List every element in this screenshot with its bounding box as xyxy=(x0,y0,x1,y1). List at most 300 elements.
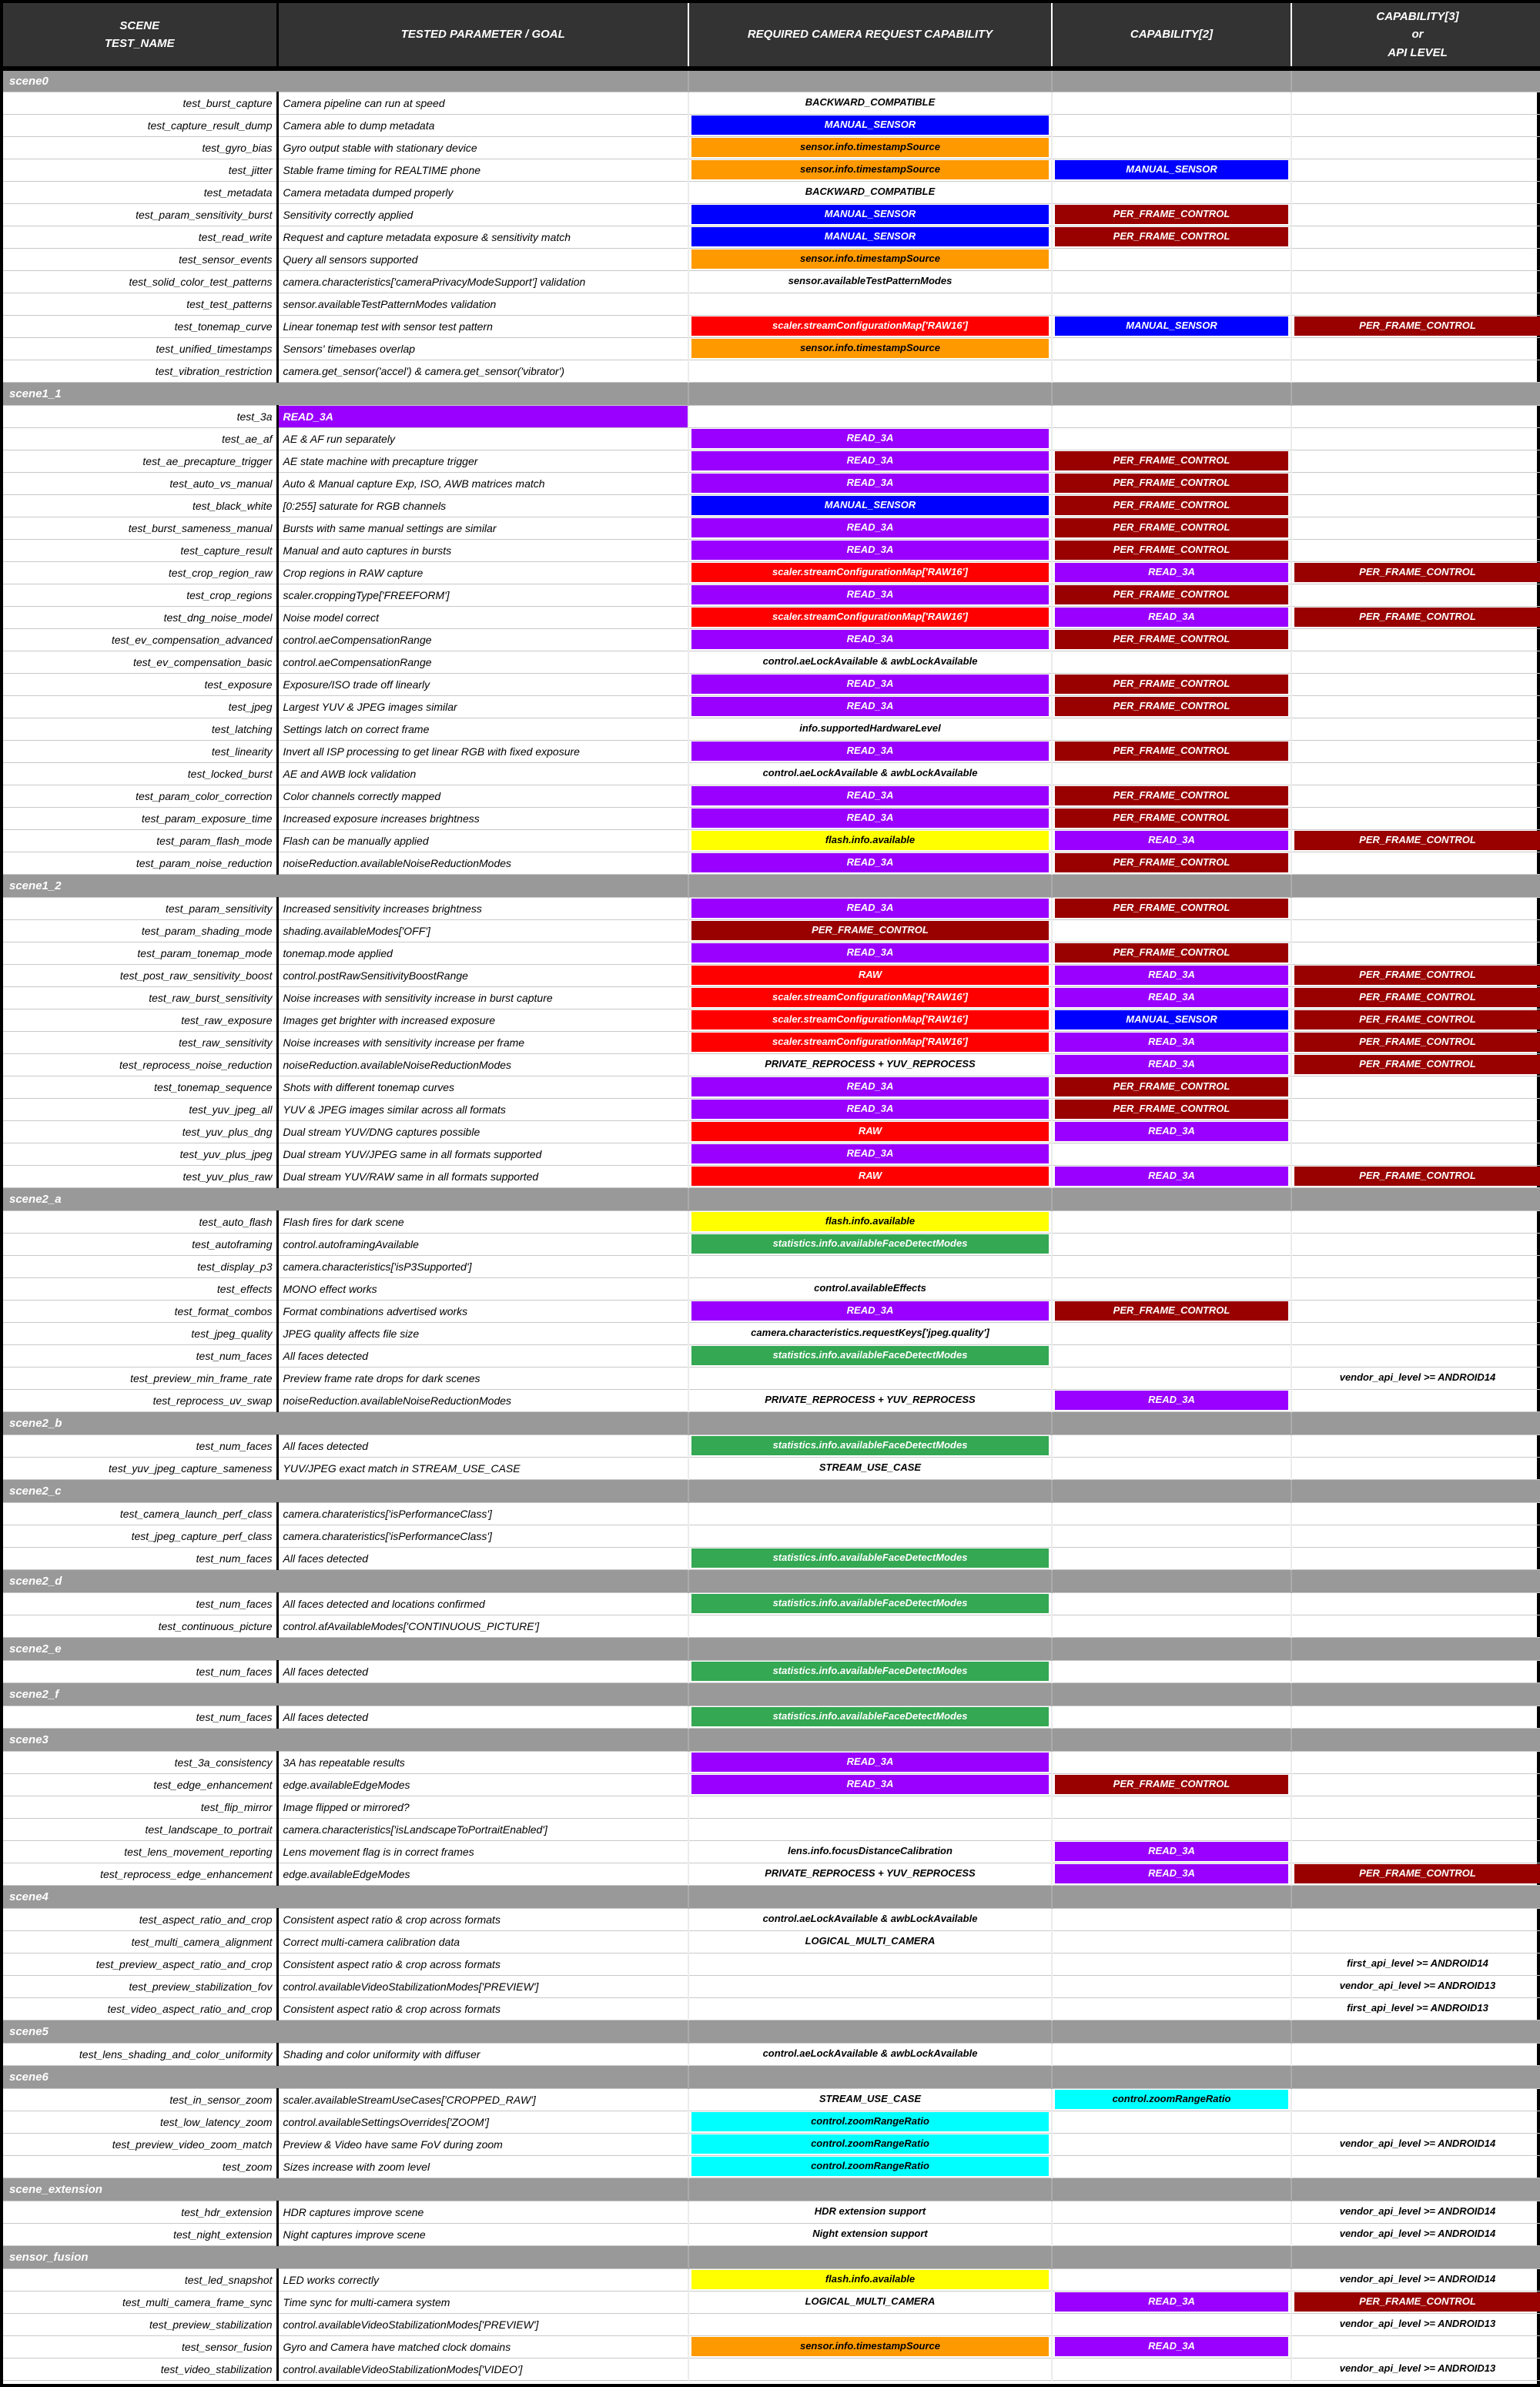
test-row xyxy=(3,1277,1540,1300)
test-goal: YUV/JPEG exact match in STREAM_USE_CASE xyxy=(277,1457,688,1479)
capability-2-cell xyxy=(1052,337,1291,360)
capability-2-cell xyxy=(1052,762,1291,785)
capability-value: PER_FRAME_CONTROL xyxy=(1294,1167,1540,1186)
capability-2-cell xyxy=(1052,2111,1291,2133)
test-row xyxy=(3,1796,1540,1818)
header-tested-parameter-goal: TESTED PARAMETER / GOAL xyxy=(277,3,688,69)
test-row xyxy=(3,315,1540,337)
capability-2-cell xyxy=(1052,1322,1291,1344)
required-capability-cell xyxy=(688,114,1052,136)
test-goal: All faces detected xyxy=(277,1344,688,1367)
required-capability-cell xyxy=(688,1210,1052,1233)
required-capability-cell xyxy=(688,270,1052,293)
required-capability-cell xyxy=(688,450,1052,472)
capability-value: PER_FRAME_CONTROL xyxy=(1055,943,1288,962)
test-row xyxy=(3,1660,1540,1682)
header-or-label: or xyxy=(1411,28,1424,42)
capability-value: READ_3A xyxy=(691,541,1049,560)
test-row xyxy=(3,539,1540,561)
capability-2-cell xyxy=(1052,2201,1291,2223)
test-name: test_preview_stabilization_fov xyxy=(3,1975,277,1997)
test-goal: Sensitivity correctly applied xyxy=(277,203,688,226)
capability-value: PER_FRAME_CONTROL xyxy=(1294,1033,1540,1052)
test-row xyxy=(3,1525,1540,1547)
capability-2-cell xyxy=(1052,606,1291,628)
test-name: test_param_flash_mode xyxy=(3,829,277,852)
capability-value: statistics.info.availableFaceDetectModes xyxy=(691,1594,1049,1613)
required-capability-cell xyxy=(688,1706,1052,1728)
capability-value: READ_3A xyxy=(691,943,1049,962)
test-goal: Sensors' timebases overlap xyxy=(277,337,688,360)
capability-2-cell xyxy=(1052,986,1291,1009)
test-row xyxy=(3,2291,1540,2313)
capability-value: control.aeLockAvailable & awbLockAvailable xyxy=(762,767,978,779)
capability-3-or-api-level-cell xyxy=(1291,1389,1540,1411)
test-goal: [0:255] saturate for RGB channels xyxy=(277,494,688,517)
capability-value: sensor.info.timestampSource xyxy=(691,339,1049,358)
capability-3-or-api-level-cell xyxy=(1291,1997,1540,2020)
capability-3-or-api-level-cell xyxy=(1291,673,1540,695)
test-goal: Image flipped or mirrored? xyxy=(277,1796,688,1818)
test-row xyxy=(3,807,1540,829)
scene-band-fill xyxy=(688,1187,1052,1210)
required-capability-cell xyxy=(688,762,1052,785)
capability-2-cell xyxy=(1052,919,1291,942)
scene-band-fill xyxy=(1052,69,1291,92)
required-capability-cell xyxy=(688,427,1052,450)
scene-row xyxy=(3,382,1540,405)
capability-3-or-api-level-cell xyxy=(1291,807,1540,829)
capability-value: READ_3A xyxy=(1055,1864,1288,1883)
required-capability-cell xyxy=(688,628,1052,651)
scene-name: scene4 xyxy=(3,1885,688,1908)
header-api-level-label: API LEVEL xyxy=(1388,45,1448,59)
test-row xyxy=(3,181,1540,203)
capability-value: vendor_api_level >= ANDROID14 xyxy=(1339,2205,1496,2218)
capability-2-cell xyxy=(1052,584,1291,606)
capability-2-cell xyxy=(1052,1389,1291,1411)
test-row xyxy=(3,1457,1540,1479)
test-name: test_param_sensitivity_burst xyxy=(3,203,277,226)
test-row xyxy=(3,651,1540,673)
capability-value: READ_3A xyxy=(691,1077,1049,1096)
required-capability-cell xyxy=(688,248,1052,270)
capability-value: PER_FRAME_CONTROL xyxy=(1055,853,1288,872)
capability-value: vendor_api_level >= ANDROID14 xyxy=(1339,2138,1496,2150)
capability-value: PER_FRAME_CONTROL xyxy=(1055,205,1288,224)
capability-value: statistics.info.availableFaceDetectModes xyxy=(691,1662,1049,1681)
required-capability-cell xyxy=(688,2111,1052,2133)
capability-2-cell xyxy=(1052,897,1291,919)
test-row xyxy=(3,1120,1540,1143)
test-name: test_multi_camera_alignment xyxy=(3,1930,277,1953)
test-name: test_tonemap_curve xyxy=(3,315,277,337)
capability-value: READ_3A xyxy=(1055,966,1288,985)
capability-2-cell xyxy=(1052,1076,1291,1098)
capability-2-cell xyxy=(1052,270,1291,293)
capability-value: control.zoomRangeRatio xyxy=(1055,2090,1288,2109)
test-row xyxy=(3,114,1540,136)
capability-value: PER_FRAME_CONTROL xyxy=(1294,608,1540,627)
capability-value: statistics.info.availableFaceDetectModes xyxy=(691,1234,1049,1254)
test-goal: Preview & Video have same FoV during zoom xyxy=(277,2133,688,2155)
required-capability-cell xyxy=(688,181,1052,203)
scene-row xyxy=(3,1187,1540,1210)
scene-band-fill xyxy=(1291,1569,1540,1592)
capability-value: PER_FRAME_CONTROL xyxy=(1055,697,1288,716)
scene-band-fill xyxy=(688,1885,1052,1908)
test-goal: control.availableSettingsOverrides['ZOOM'] xyxy=(277,2111,688,2133)
capability-2-cell xyxy=(1052,1773,1291,1796)
required-capability-cell xyxy=(688,919,1052,942)
capability-3-or-api-level-cell xyxy=(1291,2223,1540,2245)
scene-name: scene0 xyxy=(3,69,688,92)
capability-3-or-api-level-cell xyxy=(1291,270,1540,293)
test-name: test_in_sensor_zoom xyxy=(3,2088,277,2111)
scene-row xyxy=(3,2020,1540,2043)
test-row xyxy=(3,1863,1540,1885)
scene-band-fill xyxy=(1052,382,1291,405)
capability-value: HDR extension support xyxy=(814,2205,926,2218)
capability-3-or-api-level-cell xyxy=(1291,942,1540,964)
test-goal: Night captures improve scene xyxy=(277,2223,688,2245)
test-goal: Flash can be manually applied xyxy=(277,829,688,852)
capability-2-cell xyxy=(1052,2358,1291,2380)
capability-value: READ_3A xyxy=(1055,1033,1288,1052)
capability-value: PER_FRAME_CONTROL xyxy=(1055,808,1288,828)
required-capability-cell xyxy=(688,517,1052,539)
test-row xyxy=(3,427,1540,450)
test-goal: Camera metadata dumped properly xyxy=(277,181,688,203)
test-name: test_sensor_events xyxy=(3,248,277,270)
test-goal: AE & AF run separately xyxy=(277,427,688,450)
test-name: test_exposure xyxy=(3,673,277,695)
capability-3-or-api-level-cell xyxy=(1291,360,1540,382)
required-capability-cell xyxy=(688,159,1052,181)
required-capability-cell xyxy=(688,1908,1052,1930)
capability-value: READ_3A xyxy=(691,518,1049,537)
scene-band-fill xyxy=(688,2020,1052,2043)
capability-2-cell xyxy=(1052,1953,1291,1975)
capability-value: PER_FRAME_CONTROL xyxy=(1294,831,1540,850)
required-capability-cell xyxy=(688,1053,1052,1076)
capability-value: flash.info.available xyxy=(691,1212,1049,1231)
capability-3-or-api-level-cell xyxy=(1291,986,1540,1009)
scene-band-fill xyxy=(1052,1728,1291,1751)
required-capability-cell xyxy=(688,2335,1052,2358)
scene-band-fill xyxy=(688,1569,1052,1592)
test-goal: noiseReduction.availableNoiseReductionModes xyxy=(277,1389,688,1411)
test-name: test_3a_consistency xyxy=(3,1751,277,1773)
test-goal: Noise increases with sensitivity increase in burst capture xyxy=(277,986,688,1009)
capability-value: PER_FRAME_CONTROL xyxy=(1294,2292,1540,2312)
test-name: test_video_stabilization xyxy=(3,2358,277,2380)
capability-2-cell xyxy=(1052,181,1291,203)
capability-2-cell xyxy=(1052,740,1291,762)
required-capability-cell xyxy=(688,1120,1052,1143)
test-name: test_capture_result xyxy=(3,539,277,561)
test-goal: Consistent aspect ratio & crop across formats xyxy=(277,1997,688,2020)
test-row xyxy=(3,673,1540,695)
capability-value: Night extension support xyxy=(812,2228,928,2240)
test-name: test_effects xyxy=(3,1277,277,1300)
test-name: test_jpeg_quality xyxy=(3,1322,277,1344)
required-capability-cell xyxy=(688,1863,1052,1885)
capability-value: BACKWARD_COMPATIBLE xyxy=(805,96,936,109)
capability-value: PER_FRAME_CONTROL xyxy=(1055,786,1288,805)
capability-3-or-api-level-cell xyxy=(1291,762,1540,785)
test-name: test_yuv_plus_jpeg xyxy=(3,1143,277,1165)
test-goal: edge.availableEdgeModes xyxy=(277,1773,688,1796)
capability-2-cell xyxy=(1052,517,1291,539)
capability-3-or-api-level-cell xyxy=(1291,1796,1540,1818)
test-goal: Noise increases with sensitivity increase per frame xyxy=(277,1031,688,1053)
scene-band-fill xyxy=(1052,1637,1291,1660)
test-name: test_post_raw_sensitivity_boost xyxy=(3,964,277,986)
scene-name: scene1_1 xyxy=(3,382,688,405)
capability-value: READ_3A xyxy=(1055,608,1288,627)
required-capability-cell xyxy=(688,606,1052,628)
test-row xyxy=(3,1547,1540,1569)
capability-3-or-api-level-cell xyxy=(1291,203,1540,226)
scene-band-fill xyxy=(688,1411,1052,1435)
required-capability-cell xyxy=(688,1143,1052,1165)
capability-value: scaler.streamConfigurationMap['RAW16'] xyxy=(691,316,1049,336)
capability-3-or-api-level-cell xyxy=(1291,1615,1540,1637)
capability-value: PER_FRAME_CONTROL xyxy=(1294,563,1540,582)
capability-value: MANUAL_SENSOR xyxy=(691,116,1049,135)
capability-value: PER_FRAME_CONTROL xyxy=(1055,1775,1288,1794)
capability-3-or-api-level-cell xyxy=(1291,695,1540,718)
test-goal: Consistent aspect ratio & crop across formats xyxy=(277,1953,688,1975)
scene-name: scene1_2 xyxy=(3,874,688,897)
test-name: test_num_faces xyxy=(3,1660,277,1682)
capability-value: READ_3A xyxy=(1055,988,1288,1007)
scene-row xyxy=(3,1569,1540,1592)
required-capability-cell xyxy=(688,1076,1052,1098)
capability-3-or-api-level-cell xyxy=(1291,1930,1540,1953)
test-row xyxy=(3,1592,1540,1615)
required-capability-cell xyxy=(688,1997,1052,2020)
required-capability-cell xyxy=(688,1796,1052,1818)
capability-2-cell xyxy=(1052,2291,1291,2313)
test-goal: Crop regions in RAW capture xyxy=(277,561,688,584)
test-row xyxy=(3,695,1540,718)
test-row xyxy=(3,1840,1540,1863)
capability-3-or-api-level-cell xyxy=(1291,1031,1540,1053)
capability-3-or-api-level-cell xyxy=(1291,852,1540,874)
test-name: test_low_latency_zoom xyxy=(3,2111,277,2133)
test-name: test_multi_camera_frame_sync xyxy=(3,2291,277,2313)
capability-value: PER_FRAME_CONTROL xyxy=(1055,451,1288,470)
capability-value: READ_3A xyxy=(1055,1391,1288,1410)
capability-value: scaler.streamConfigurationMap['RAW16'] xyxy=(691,608,1049,627)
test-goal: Gyro output stable with stationary device xyxy=(277,136,688,159)
required-capability-cell xyxy=(688,584,1052,606)
test-row xyxy=(3,1233,1540,1255)
capability-value: STREAM_USE_CASE xyxy=(819,1461,922,1474)
capability-value: READ_3A xyxy=(691,808,1049,828)
scene-band-fill xyxy=(1052,1682,1291,1706)
test-row xyxy=(3,1344,1540,1367)
test-goal: control.availableVideoStabilizationModes['PREVIEW'] xyxy=(277,2313,688,2335)
capability-value: READ_3A xyxy=(691,1775,1049,1794)
capability-value: READ_3A xyxy=(691,742,1049,761)
scene-row xyxy=(3,1637,1540,1660)
test-goal: Exposure/ISO trade off linearly xyxy=(277,673,688,695)
capability-2-cell xyxy=(1052,1277,1291,1300)
test-row xyxy=(3,628,1540,651)
capability-3-or-api-level-cell xyxy=(1291,1076,1540,1098)
capability-value: READ_3A xyxy=(691,697,1049,716)
test-name: test_ae_precapture_trigger xyxy=(3,450,277,472)
test-goal: Time sync for multi-camera system xyxy=(277,2291,688,2313)
scene-band-fill xyxy=(1291,2178,1540,2201)
required-capability-cell xyxy=(688,852,1052,874)
test-name: test_locked_burst xyxy=(3,762,277,785)
test-name: test_preview_stabilization xyxy=(3,2313,277,2335)
test-row xyxy=(3,2268,1540,2291)
capability-3-or-api-level-cell xyxy=(1291,651,1540,673)
capability-2-cell xyxy=(1052,1997,1291,2020)
test-row xyxy=(3,740,1540,762)
required-capability-cell xyxy=(688,472,1052,494)
capability-2-cell xyxy=(1052,1031,1291,1053)
test-goal: Images get brighter with increased exposure xyxy=(277,1009,688,1031)
test-goal: Camera able to dump metadata xyxy=(277,114,688,136)
required-capability-cell xyxy=(688,226,1052,248)
required-capability-cell xyxy=(688,1818,1052,1840)
test-row xyxy=(3,1322,1540,1344)
capability-3-or-api-level-cell xyxy=(1291,1233,1540,1255)
test-goal: LED works correctly xyxy=(277,2268,688,2291)
capability-value: PER_FRAME_CONTROL xyxy=(1294,1010,1540,1029)
test-name: test_crop_regions xyxy=(3,584,277,606)
test-name: test_ev_compensation_advanced xyxy=(3,628,277,651)
capability-3-or-api-level-cell xyxy=(1291,2313,1540,2335)
test-name: test_metadata xyxy=(3,181,277,203)
scene-band-fill xyxy=(688,2245,1052,2268)
scene-band-fill xyxy=(1291,1885,1540,1908)
scene-name: scene2_b xyxy=(3,1411,688,1435)
scene-row xyxy=(3,2178,1540,2201)
scene-band-fill xyxy=(1291,1187,1540,1210)
test-name: test_yuv_plus_raw xyxy=(3,1165,277,1187)
test-goal: All faces detected xyxy=(277,1706,688,1728)
scene-band-fill xyxy=(1291,382,1540,405)
header-scene-test-name xyxy=(3,3,277,69)
test-goal: control.aeCompensationRange xyxy=(277,628,688,651)
test-row xyxy=(3,1098,1540,1120)
capability-value: MANUAL_SENSOR xyxy=(691,496,1049,515)
required-capability-cell xyxy=(688,964,1052,986)
capability-value: READ_3A xyxy=(691,429,1049,448)
required-capability-cell xyxy=(688,315,1052,337)
capability-value: RAW xyxy=(691,966,1049,985)
capability-value: control.aeLockAvailable & awbLockAvailable xyxy=(762,1913,978,1925)
required-capability-cell xyxy=(688,2155,1052,2178)
test-name: test_tonemap_sequence xyxy=(3,1076,277,1098)
capability-value: PER_FRAME_CONTROL xyxy=(1294,988,1540,1007)
required-capability-cell xyxy=(688,2133,1052,2155)
test-goal: control.afAvailableModes['CONTINUOUS_PICTURE'] xyxy=(277,1615,688,1637)
test-name: test_video_aspect_ratio_and_crop xyxy=(3,1997,277,2020)
scene-band-fill xyxy=(688,2178,1052,2201)
test-name: test_yuv_jpeg_all xyxy=(3,1098,277,1120)
capability-3-or-api-level-cell xyxy=(1291,1255,1540,1277)
capability-2-cell xyxy=(1052,1457,1291,1479)
test-name: test_burst_capture xyxy=(3,92,277,114)
test-goal: READ_3A xyxy=(277,405,688,427)
required-capability-cell xyxy=(688,1773,1052,1796)
capability-value: READ_3A xyxy=(1055,563,1288,582)
capability-value: scaler.streamConfigurationMap['RAW16'] xyxy=(691,988,1049,1007)
required-capability-cell xyxy=(688,1525,1052,1547)
capability-value: READ_3A xyxy=(1055,1055,1288,1074)
test-goal: camera.characteristics['cameraPrivacyModeSupport'] validation xyxy=(277,270,688,293)
capability-2-cell xyxy=(1052,1908,1291,1930)
capability-3-or-api-level-cell xyxy=(1291,2043,1540,2065)
capability-value: sensor.availableTestPatternModes xyxy=(788,275,952,287)
test-goal: All faces detected xyxy=(277,1547,688,1569)
required-capability-cell xyxy=(688,2088,1052,2111)
required-capability-cell xyxy=(688,1615,1052,1637)
scene-row xyxy=(3,1682,1540,1706)
required-capability-cell xyxy=(688,293,1052,315)
header-capability-3-label: CAPABILITY[3] xyxy=(1376,10,1459,24)
scene-band-fill xyxy=(1052,874,1291,897)
capability-3-or-api-level-cell xyxy=(1291,136,1540,159)
test-goal: Dual stream YUV/DNG captures possible xyxy=(277,1120,688,1143)
capability-value: READ_3A xyxy=(691,1144,1049,1163)
scene-band-fill xyxy=(688,1637,1052,1660)
capability-3-or-api-level-cell xyxy=(1291,1818,1540,1840)
capability-3-or-api-level-cell xyxy=(1291,450,1540,472)
test-goal: Increased exposure increases brightness xyxy=(277,807,688,829)
scene-row xyxy=(3,1728,1540,1751)
test-name: test_format_combos xyxy=(3,1300,277,1322)
capability-value: READ_3A xyxy=(1055,1122,1288,1141)
test-goal: Color channels correctly mapped xyxy=(277,785,688,807)
test-name: test_flip_mirror xyxy=(3,1796,277,1818)
test-goal: control.availableVideoStabilizationModes['VIDEO'] xyxy=(277,2358,688,2380)
required-capability-cell xyxy=(688,2268,1052,2291)
capability-value: READ_3A xyxy=(691,899,1049,918)
test-name: test_landscape_to_portrait xyxy=(3,1818,277,1840)
capability-3-or-api-level-cell xyxy=(1291,2133,1540,2155)
required-capability-cell xyxy=(688,651,1052,673)
capability-value: vendor_api_level >= ANDROID13 xyxy=(1339,1980,1496,1992)
scene-band-fill xyxy=(1291,1682,1540,1706)
capability-2-cell xyxy=(1052,2133,1291,2155)
capability-value: camera.characteristics.requestKeys['jpeg.quality'] xyxy=(751,1327,989,1339)
test-row xyxy=(3,2133,1540,2155)
required-capability-cell xyxy=(688,1277,1052,1300)
test-goal: Largest YUV & JPEG images similar xyxy=(277,695,688,718)
test-name: test_capture_result_dump xyxy=(3,114,277,136)
required-capability-cell xyxy=(688,1840,1052,1863)
test-row xyxy=(3,1818,1540,1840)
scene-name: scene5 xyxy=(3,2020,688,2043)
capability-value: READ_3A xyxy=(691,474,1049,493)
test-goal: Auto & Manual capture Exp, ISO, AWB matrices match xyxy=(277,472,688,494)
capability-3-or-api-level-cell xyxy=(1291,1367,1540,1389)
test-row xyxy=(3,1076,1540,1098)
test-row xyxy=(3,1502,1540,1525)
test-name: test_reprocess_noise_reduction xyxy=(3,1053,277,1076)
capability-value: READ_3A xyxy=(691,451,1049,470)
scene-name: scene6 xyxy=(3,2065,688,2088)
